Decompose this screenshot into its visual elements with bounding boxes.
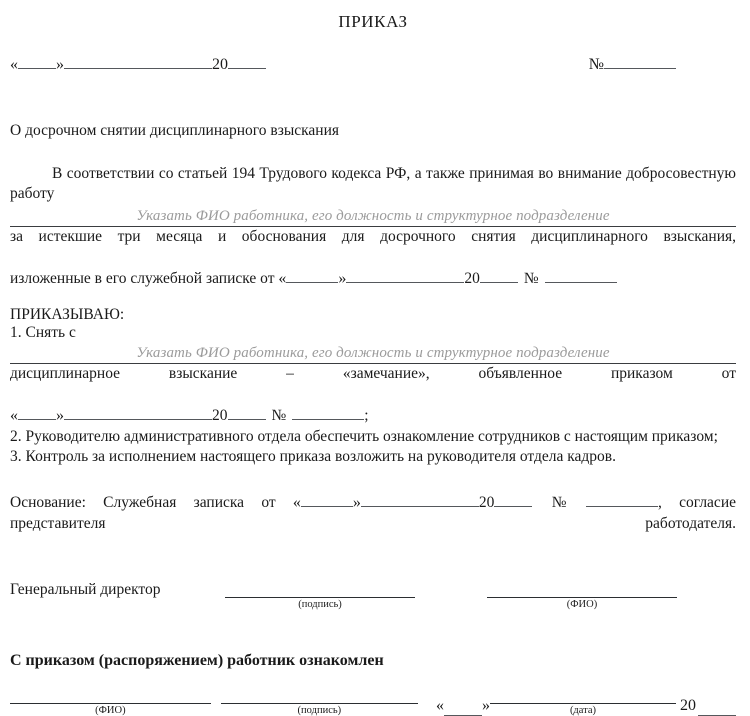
signature-block (10, 581, 736, 610)
memo-quote-close: » (338, 270, 347, 288)
quote-close: » (56, 56, 64, 73)
number-sign: № (588, 56, 604, 73)
employee-signature-field[interactable] (221, 688, 418, 716)
ack-quote-close: » (482, 697, 490, 715)
ack-date-line[interactable] (490, 688, 676, 704)
director-name-caption: (ФИО) (566, 599, 598, 611)
quote-open: « (10, 56, 18, 73)
director-signature-field[interactable] (225, 581, 415, 610)
order-item-1-lead: 1. Снять с (10, 323, 76, 341)
basis-day-input[interactable] (301, 492, 353, 507)
order-item-1-terminator: ; (364, 407, 369, 425)
preamble-paragraph: В соответствии со статьей 194 Трудового кодекса РФ, а также принимая во внимание добросовестную работу (10, 165, 736, 203)
prev-order-quote-open: « (10, 407, 18, 425)
prev-order-number-input[interactable] (292, 405, 364, 420)
basis-month-input[interactable] (361, 492, 479, 507)
ack-year-prefix: 20 (680, 697, 696, 715)
director-signature-caption: (подпись) (298, 599, 342, 611)
ack-day-input[interactable] (444, 701, 482, 716)
prev-order-year-prefix: 20 (212, 407, 228, 425)
basis-quote-open: « (292, 493, 301, 511)
prev-order-month-input[interactable] (64, 405, 212, 420)
continuation-line-2 (10, 268, 736, 289)
basis-tail-text: , согласие представителя работодателя. (10, 493, 736, 532)
order-year-input[interactable] (228, 54, 266, 69)
order-item-1-body: дисциплинарное взыскание – «замечание», объявленное приказом от (10, 364, 736, 382)
ack-date-field[interactable] (490, 688, 676, 716)
order-number-input[interactable] (604, 54, 676, 69)
employee-placeholder-text-2: Указать ФИО работника, его должность и структурное подразделение (136, 344, 610, 361)
director-name-line[interactable] (487, 581, 677, 598)
memo-number-input[interactable] (545, 268, 617, 283)
employee-signature-line[interactable] (221, 688, 418, 704)
prev-order-day-input[interactable] (18, 405, 56, 420)
basis-lead-text: Основание: Служебная записка от (10, 493, 276, 511)
employee-signature-caption: (подпись) (297, 705, 342, 716)
subject-line: О досрочном снятии дисциплинарного взыскания (10, 122, 340, 139)
page-title: ПРИКАЗ (338, 12, 408, 31)
basis-year-input[interactable] (494, 492, 532, 507)
acknowledgement-date-group (436, 688, 736, 716)
order-number-field-group (589, 54, 736, 74)
basis-quote-close: » (352, 493, 361, 511)
continuation-line-1: за истекшие три месяца и обоснования для досрочного снятия дисциплинарного взыскания, (10, 227, 736, 245)
basis-year-prefix: 20 (478, 493, 495, 511)
acknowledgement-title: С приказом (распоряжением) работник ознакомлен (10, 652, 384, 670)
employee-name-field[interactable] (10, 688, 211, 716)
order-month-input[interactable] (64, 54, 212, 69)
basis-number-input[interactable] (586, 492, 658, 507)
order-item-2: 2. Руководителю административного отдела обеспечить ознакомление сотрудников с настоящим приказом; (10, 427, 718, 445)
memo-day-input[interactable] (286, 268, 338, 283)
memo-number-sign: № (523, 270, 539, 288)
order-date-field-group (10, 54, 266, 74)
employee-name-line[interactable] (10, 688, 211, 704)
employee-name-caption: (ФИО) (95, 705, 126, 716)
prev-order-year-input[interactable] (228, 405, 266, 420)
acknowledgement-fields-row (10, 688, 736, 716)
header-date-number-row (10, 52, 736, 74)
memo-month-input[interactable] (346, 268, 464, 283)
memo-year-input[interactable] (480, 268, 518, 283)
employee-placeholder-text-1: Указать ФИО работника, его должность и структурное подразделение (136, 207, 610, 224)
memo-quote-open: « (278, 270, 287, 288)
employee-details-field-2[interactable] (10, 344, 736, 364)
employee-details-field-1[interactable] (10, 207, 736, 227)
basis-number-sign: № (538, 493, 580, 511)
ack-date-caption: (дата) (569, 705, 597, 716)
ack-quote-open: « (436, 697, 444, 715)
signatory-role: Генеральный директор (10, 581, 161, 599)
continuation-text-2: изложенные в его служебной записке от (10, 270, 275, 288)
prev-order-number-sign: № (271, 407, 287, 425)
ack-year-input[interactable] (698, 701, 736, 716)
prev-order-quote-close: » (56, 407, 64, 425)
order-item-1-date-row (10, 405, 736, 426)
orders-heading: ПРИКАЗЫВАЮ: (10, 305, 125, 323)
order-day-input[interactable] (18, 54, 56, 69)
memo-year-prefix: 20 (464, 270, 480, 288)
director-name-field[interactable] (487, 581, 677, 610)
director-signature-line[interactable] (225, 581, 415, 598)
order-item-3: 3. Контроль за исполнением настоящего приказа возложить на руководителя отдела кадров. (10, 448, 616, 466)
basis-paragraph (10, 492, 736, 555)
order-year-prefix: 20 (212, 56, 228, 73)
